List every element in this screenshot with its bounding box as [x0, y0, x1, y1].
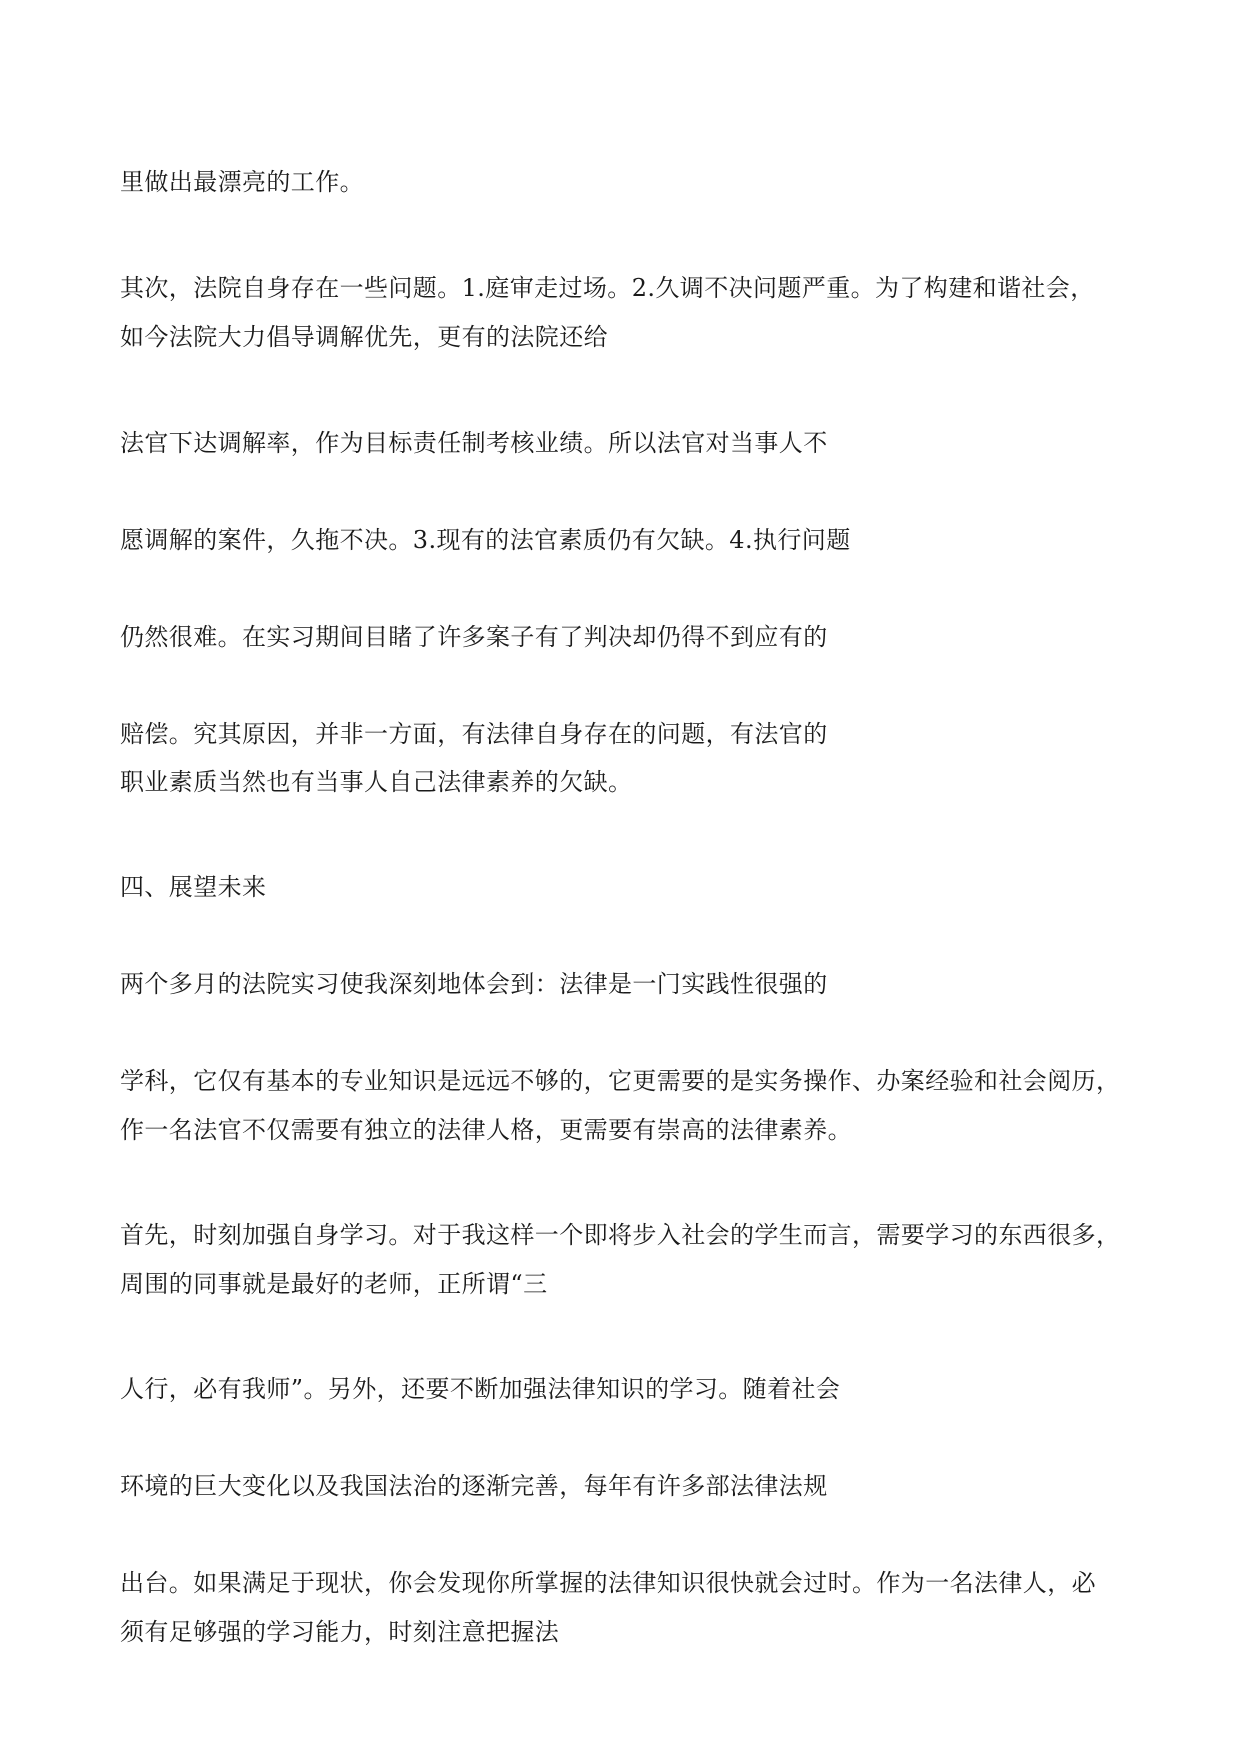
text-line: 出台。如果满足于现状，你会发现你所掌握的法律知识很快就会过时。作为一名法律人，必 [120, 1569, 1096, 1597]
text-line: 周围的同事就是最好的老师，正所谓“三 [120, 1270, 548, 1298]
text-line: 如今法院大力倡导调解优先，更有的法院还给 [120, 323, 608, 351]
text-line: 其次，法院自身存在一些问题。1.庭审走过场。2.久调不决问题严重。为了构建和谐社会， [120, 274, 1095, 302]
text-line: 人行，必有我师”。另外，还要不断加强法律知识的学习。随着社会 [120, 1375, 841, 1403]
text-line: 首先，时刻加强自身学习。对于我这样一个即将步入社会的学生而言，需要学习的东西很多， [120, 1221, 1121, 1249]
text-line: 职业素质当然也有当事人自己法律素养的欠缺。 [120, 768, 633, 796]
text-line: 赔偿。究其原因，并非一方面，有法律自身存在的问题，有法官的 [120, 720, 828, 748]
text-line: 愿调解的案件，久拖不决。3.现有的法官素质仍有欠缺。4.执行问题 [120, 526, 851, 554]
text-line: 两个多月的法院实习使我深刻地体会到：法律是一门实践性很强的 [120, 970, 828, 998]
text-line: 环境的巨大变化以及我国法治的逐渐完善，每年有许多部法律法规 [120, 1472, 828, 1500]
text-line: 里做出最漂亮的工作。 [120, 168, 364, 196]
text-line: 仍然很难。在实习期间目睹了许多案子有了判决却仍得不到应有的 [120, 623, 828, 651]
text-line: 学科，它仅有基本的专业知识是远远不够的，它更需要的是实务操作、办案经验和社会阅历， [120, 1067, 1121, 1095]
text-line: 须有足够强的学习能力，时刻注意把握法 [120, 1618, 560, 1646]
text-line: 法官下达调解率，作为目标责任制考核业绩。所以法官对当事人不 [120, 429, 828, 457]
section-heading: 四、展望未来 [120, 873, 267, 901]
text-line: 作一名法官不仅需要有独立的法律人格，更需要有崇高的法律素养。 [120, 1116, 852, 1144]
